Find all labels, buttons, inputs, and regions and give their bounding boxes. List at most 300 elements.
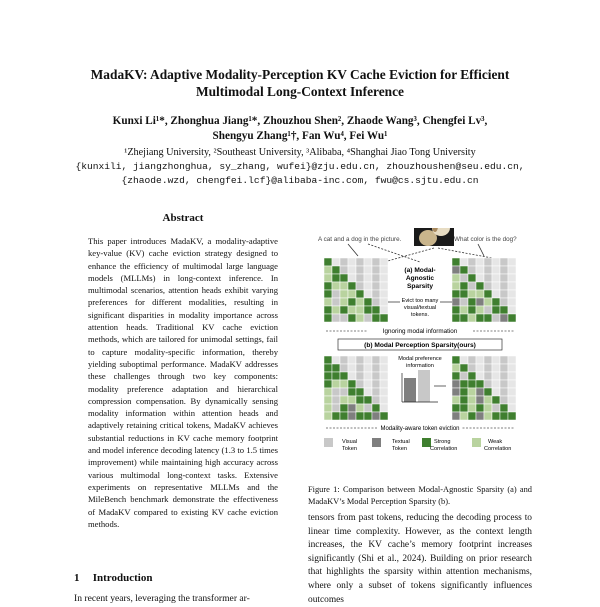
matrix-cell — [492, 364, 500, 372]
matrix-cell — [372, 388, 380, 396]
matrix-cell — [372, 282, 380, 290]
matrix-cell — [508, 258, 516, 266]
matrix-cell — [468, 396, 476, 404]
matrix-cell — [356, 306, 364, 314]
matrix-cell — [356, 380, 364, 388]
matrix-cell — [484, 274, 492, 282]
matrix-cell — [484, 306, 492, 314]
legend-strong-2: Correlation — [430, 446, 458, 452]
matrix-cell — [500, 372, 508, 380]
matrix-cell — [476, 396, 484, 404]
matrix-cell — [380, 274, 388, 282]
matrix-cell — [484, 380, 492, 388]
matrix-cell — [500, 380, 508, 388]
matrix-cell — [348, 306, 356, 314]
matrix-cell — [356, 258, 364, 266]
matrix-cell — [372, 306, 380, 314]
matrix-cell — [324, 290, 332, 298]
panel-a-label-3: Sparsity — [406, 283, 434, 290]
matrix-cell — [460, 356, 468, 364]
matrix-cell — [332, 356, 340, 364]
matrix-cell — [468, 258, 476, 266]
matrix-cell — [340, 266, 348, 274]
matrix-cell — [356, 290, 364, 298]
matrix-cell — [380, 404, 388, 412]
matrix-cell — [468, 372, 476, 380]
affiliations: ¹Zhejiang University, ²Southeast University, ³Alibaba, ⁴Shanghai Jiao Tong University — [124, 147, 476, 158]
introduction-text: In recent years, leveraging the transformer ar- — [74, 593, 250, 604]
matrix-cell — [380, 282, 388, 290]
matrix-cell — [364, 372, 372, 380]
matrix-cell — [452, 290, 460, 298]
matrix-cell — [508, 314, 516, 322]
matrix-cell — [452, 364, 460, 372]
matrix-cell — [500, 290, 508, 298]
matrix-cell — [324, 396, 332, 404]
matrix-cell — [340, 258, 348, 266]
matrix-cell — [508, 364, 516, 372]
matrix-cell — [476, 356, 484, 364]
matrix-cell — [340, 396, 348, 404]
matrix-cell — [484, 412, 492, 420]
matrix-cell — [348, 396, 356, 404]
matrix-cell — [468, 314, 476, 322]
affiliations-block — [40, 146, 560, 188]
legend-visual-swatch — [324, 438, 333, 447]
aware-label: Modality-aware token eviction — [380, 426, 460, 432]
matrix-cell — [460, 298, 468, 306]
matrix-cell — [476, 372, 484, 380]
panel-b-label: (b) Modal Perception Sparsity(ours) — [364, 342, 476, 349]
matrix-cell — [460, 314, 468, 322]
legend-weak-swatch — [472, 438, 481, 447]
author-list — [40, 114, 560, 144]
matrix-cell — [492, 314, 500, 322]
matrix-cell — [484, 282, 492, 290]
matrix-cell — [348, 314, 356, 322]
matrix-cell — [468, 282, 476, 290]
matrix-cell — [324, 258, 332, 266]
matrix-cell — [492, 372, 500, 380]
matrix-cell — [340, 404, 348, 412]
matrix-cell — [380, 364, 388, 372]
matrix-cell — [380, 258, 388, 266]
matrix-cell — [492, 396, 500, 404]
matrix-cell — [364, 396, 372, 404]
matrix-cell — [380, 266, 388, 274]
matrix-cell — [364, 364, 372, 372]
matrix-cell — [372, 380, 380, 388]
matrix-cell — [348, 258, 356, 266]
matrix-cell — [324, 282, 332, 290]
matrix-cell — [484, 364, 492, 372]
authors-line-1: Kunxi Li¹*, Zhonghua Jiang¹*, Zhouzhou Shen², Zhaode Wang³, Chengfei Lv³, — [112, 115, 488, 127]
figure-caption: Figure 1: Comparison between Modal-Agnostic Sparsity (a) and MadaKV’s Modal Perception Sparsity (b). — [308, 485, 532, 506]
matrix-cell — [372, 356, 380, 364]
matrix-cell — [372, 290, 380, 298]
matrix-cell — [332, 306, 340, 314]
matrix-cell — [484, 314, 492, 322]
matrix-cell — [356, 282, 364, 290]
matrix-cell — [348, 412, 356, 420]
matrix-cell — [356, 364, 364, 372]
matrix-cell — [460, 380, 468, 388]
matrix-cell — [372, 396, 380, 404]
evict-label-3: tokens. — [410, 312, 430, 318]
matrix-cell — [340, 282, 348, 290]
matrix-cell — [324, 404, 332, 412]
matrix-cell — [348, 274, 356, 282]
matrix-cell — [452, 298, 460, 306]
matrix-cell — [508, 380, 516, 388]
evict-label-1: Evict too many — [401, 298, 439, 304]
matrix-cell — [372, 412, 380, 420]
panel-a-label-2: Agnostic — [405, 275, 435, 282]
cat-dog-image — [414, 228, 454, 246]
matrix-cell — [380, 314, 388, 322]
matrix-cell — [332, 396, 340, 404]
matrix-cell — [500, 274, 508, 282]
matrix-cell — [492, 290, 500, 298]
matrix-cell — [372, 314, 380, 322]
matrix-cell — [484, 266, 492, 274]
authors-line-2: Shengyu Zhang¹†, Fan Wu⁴, Fei Wu¹ — [212, 130, 388, 142]
matrix-cell — [348, 372, 356, 380]
matrix-cell — [460, 404, 468, 412]
query-right: What color is the dog? — [454, 236, 517, 243]
matrix-cell — [476, 364, 484, 372]
matrix-cell — [492, 404, 500, 412]
matrix-cell — [364, 298, 372, 306]
matrix-cell — [324, 298, 332, 306]
matrix-cell — [484, 290, 492, 298]
matrix-cell — [484, 356, 492, 364]
attention-matrix-b-left — [324, 356, 388, 420]
matrix-cell — [484, 388, 492, 396]
matrix-cell — [476, 314, 484, 322]
matrix-cell — [348, 282, 356, 290]
matrix-cell — [492, 258, 500, 266]
matrix-cell — [460, 282, 468, 290]
matrix-cell — [452, 396, 460, 404]
attention-matrix-a-left — [324, 258, 388, 322]
matrix-cell — [508, 306, 516, 314]
matrix-cell — [356, 396, 364, 404]
matrix-cell — [452, 266, 460, 274]
matrix-cell — [348, 388, 356, 396]
matrix-cell — [348, 364, 356, 372]
matrix-cell — [500, 388, 508, 396]
legend-textual-swatch — [372, 438, 381, 447]
matrix-cell — [364, 258, 372, 266]
matrix-cell — [460, 274, 468, 282]
matrix-cell — [500, 396, 508, 404]
matrix-cell — [348, 356, 356, 364]
matrix-cell — [452, 412, 460, 420]
matrix-cell — [340, 380, 348, 388]
evict-label-2: visual/textual — [403, 305, 437, 311]
legend-strong-1: Strong — [434, 439, 451, 445]
figure-1 — [308, 228, 532, 478]
matrix-cell — [508, 372, 516, 380]
matrix-cell — [348, 290, 356, 298]
matrix-cell — [476, 388, 484, 396]
matrix-cell — [332, 372, 340, 380]
matrix-cell — [492, 356, 500, 364]
matrix-cell — [332, 274, 340, 282]
matrix-cell — [468, 356, 476, 364]
matrix-cell — [324, 388, 332, 396]
modal-pref-label-1: Modal preference — [398, 356, 442, 362]
right-column-text: tensors from past tokens, reducing the decoding process to linear time complexity. However, as the context length increases, the KV cache’s memory footprint increases significantly (Shi et al., 2024). Building on prior research that highlights the sparsity within attention mechanisms, where only a subset of tokens significantly influences outcomes — [308, 513, 532, 605]
legend-visual-1: Visual — [342, 439, 358, 445]
legend-textual-1: Textual — [392, 439, 410, 445]
matrix-cell — [340, 274, 348, 282]
matrix-cell — [340, 372, 348, 380]
matrix-cell — [372, 266, 380, 274]
matrix-cell — [500, 356, 508, 364]
matrix-cell — [340, 298, 348, 306]
matrix-cell — [460, 396, 468, 404]
matrix-cell — [500, 404, 508, 412]
matrix-cell — [364, 314, 372, 322]
matrix-cell — [332, 266, 340, 274]
panel-a-label-1: (a) Modal- — [404, 267, 436, 274]
matrix-cell — [476, 380, 484, 388]
matrix-cell — [484, 404, 492, 412]
matrix-cell — [380, 380, 388, 388]
matrix-cell — [500, 364, 508, 372]
abstract-text: This paper introduces MadaKV, a modality-adaptive key-value (KV) cache eviction strategy designed to enhance the efficiency of multimodal large language models (MLLMs) in long-context inference. In multimodal scenarios, attention heads exhibit varying preferences for different modalities, resulting in significant disparities in modality importance across attention heads. Traditional KV cache eviction methods, which are tailored for unimodal settings, fail to capture modality-specific information, thereby yielding suboptimal performance. MadaKV addresses these challenges through two key components: modality preference adaptation and hierarchical compression compensation. By dynamically sensing modality information within attention heads and adaptively retaining critical tokens, MadaKV achieves substantial reductions in KV cache memory footprint and model inference decoding latency (1.3 to 1.5 times improvement) while maintaining high accuracy across various multimodal long-context tasks. Extensive experiments on representative MLLMs and the MileBench benchmark demonstrate the effectiveness of MadaKV compared to existing KV cache eviction methods. — [88, 236, 278, 529]
matrix-cell — [508, 404, 516, 412]
matrix-cell — [324, 266, 332, 274]
matrix-cell — [468, 298, 476, 306]
matrix-cell — [356, 356, 364, 364]
matrix-cell — [364, 356, 372, 364]
matrix-cell — [372, 298, 380, 306]
matrix-cell — [468, 364, 476, 372]
matrix-cell — [364, 388, 372, 396]
matrix-cell — [356, 274, 364, 282]
matrix-cell — [340, 388, 348, 396]
legend-weak-2: Correlation — [484, 446, 512, 452]
query-left: A cat and a dog in the picture. — [318, 236, 402, 243]
matrix-cell — [492, 306, 500, 314]
matrix-cell — [500, 314, 508, 322]
legend-visual-2: Token — [342, 446, 357, 452]
matrix-cell — [492, 388, 500, 396]
matrix-cell — [460, 258, 468, 266]
matrix-cell — [372, 274, 380, 282]
matrix-cell — [508, 266, 516, 274]
matrix-cell — [508, 298, 516, 306]
matrix-cell — [332, 404, 340, 412]
matrix-cell — [452, 314, 460, 322]
matrix-cell — [460, 290, 468, 298]
matrix-cell — [372, 372, 380, 380]
matrix-cell — [332, 314, 340, 322]
matrix-cell — [356, 266, 364, 274]
emails-line-2: {zhaode.wzd, chengfei.lcf}@alibaba-inc.com, fwu@cs.sjtu.edu.cn — [121, 175, 479, 186]
matrix-cell — [364, 274, 372, 282]
matrix-cell — [468, 290, 476, 298]
matrix-cell — [356, 412, 364, 420]
modal-pref-label-2: information — [406, 363, 434, 369]
matrix-cell — [508, 412, 516, 420]
matrix-cell — [452, 282, 460, 290]
matrix-cell — [508, 282, 516, 290]
matrix-cell — [332, 412, 340, 420]
matrix-cell — [452, 380, 460, 388]
matrix-cell — [356, 314, 364, 322]
matrix-cell — [348, 404, 356, 412]
matrix-cell — [492, 282, 500, 290]
matrix-cell — [460, 306, 468, 314]
matrix-cell — [340, 364, 348, 372]
matrix-cell — [508, 274, 516, 282]
matrix-cell — [332, 364, 340, 372]
ignoring-label: Ignoring modal information — [382, 328, 458, 335]
paper-title — [40, 66, 560, 100]
matrix-cell — [340, 412, 348, 420]
section-heading-introduction — [74, 572, 152, 584]
matrix-cell — [380, 372, 388, 380]
matrix-cell — [324, 412, 332, 420]
matrix-cell — [484, 298, 492, 306]
matrix-cell — [380, 388, 388, 396]
matrix-cell — [452, 372, 460, 380]
matrix-cell — [348, 380, 356, 388]
matrix-cell — [468, 266, 476, 274]
matrix-cell — [468, 274, 476, 282]
matrix-cell — [364, 412, 372, 420]
matrix-cell — [332, 258, 340, 266]
section-number: 1 — [74, 572, 80, 584]
matrix-cell — [476, 298, 484, 306]
matrix-cell — [364, 282, 372, 290]
matrix-cell — [452, 388, 460, 396]
matrix-cell — [468, 306, 476, 314]
matrix-cell — [508, 290, 516, 298]
matrix-cell — [356, 404, 364, 412]
matrix-cell — [372, 258, 380, 266]
matrix-cell — [356, 372, 364, 380]
figure-legend — [324, 438, 511, 452]
matrix-cell — [340, 356, 348, 364]
matrix-cell — [460, 364, 468, 372]
matrix-cell — [380, 306, 388, 314]
matrix-cell — [324, 356, 332, 364]
emails-line-1: {kunxili, jiangzhonghua, sy_zhang, wufei}@zju.edu.cn, zhouzhoushen@seu.edu.cn, — [75, 161, 525, 172]
matrix-cell — [476, 290, 484, 298]
matrix-cell — [340, 306, 348, 314]
matrix-cell — [324, 364, 332, 372]
matrix-cell — [492, 298, 500, 306]
matrix-cell — [476, 258, 484, 266]
matrix-cell — [332, 388, 340, 396]
matrix-cell — [492, 266, 500, 274]
matrix-cell — [364, 404, 372, 412]
abstract-heading: Abstract — [162, 212, 204, 224]
matrix-cell — [332, 298, 340, 306]
matrix-cell — [500, 298, 508, 306]
title-line-1: MadaKV: Adaptive Modality-Perception KV Cache Eviction for Efficient — [90, 67, 510, 82]
modal-preference-bars — [402, 370, 446, 402]
matrix-cell — [380, 356, 388, 364]
matrix-cell — [452, 356, 460, 364]
matrix-cell — [332, 282, 340, 290]
legend-textual-2: Token — [392, 446, 407, 452]
matrix-cell — [324, 380, 332, 388]
matrix-cell — [380, 396, 388, 404]
matrix-cell — [492, 274, 500, 282]
matrix-cell — [348, 266, 356, 274]
matrix-cell — [364, 290, 372, 298]
matrix-cell — [468, 380, 476, 388]
matrix-cell — [468, 404, 476, 412]
matrix-cell — [340, 290, 348, 298]
matrix-cell — [484, 258, 492, 266]
matrix-cell — [500, 266, 508, 274]
attention-matrix-b-right — [452, 356, 516, 420]
matrix-cell — [380, 298, 388, 306]
matrix-cell — [452, 274, 460, 282]
matrix-cell — [332, 380, 340, 388]
matrix-cell — [508, 388, 516, 396]
matrix-cell — [356, 298, 364, 306]
matrix-cell — [364, 306, 372, 314]
matrix-cell — [468, 388, 476, 396]
matrix-cell — [492, 380, 500, 388]
matrix-cell — [460, 266, 468, 274]
matrix-cell — [452, 404, 460, 412]
matrix-cell — [500, 282, 508, 290]
matrix-cell — [460, 412, 468, 420]
matrix-cell — [500, 306, 508, 314]
attention-matrix-a-right — [452, 258, 516, 322]
matrix-cell — [508, 356, 516, 364]
matrix-cell — [476, 266, 484, 274]
matrix-cell — [476, 282, 484, 290]
matrix-cell — [324, 274, 332, 282]
matrix-cell — [476, 412, 484, 420]
matrix-cell — [508, 396, 516, 404]
matrix-cell — [492, 412, 500, 420]
matrix-cell — [364, 266, 372, 274]
matrix-cell — [364, 380, 372, 388]
matrix-cell — [476, 306, 484, 314]
matrix-cell — [460, 388, 468, 396]
title-line-2: Multimodal Long-Context Inference — [195, 84, 405, 99]
matrix-cell — [380, 412, 388, 420]
legend-weak-1: Weak — [488, 439, 503, 445]
matrix-cell — [332, 290, 340, 298]
matrix-cell — [468, 412, 476, 420]
matrix-cell — [500, 412, 508, 420]
matrix-cell — [380, 290, 388, 298]
matrix-cell — [484, 372, 492, 380]
matrix-cell — [500, 258, 508, 266]
matrix-cell — [452, 258, 460, 266]
matrix-cell — [476, 274, 484, 282]
matrix-cell — [356, 388, 364, 396]
matrix-cell — [372, 364, 380, 372]
matrix-cell — [324, 306, 332, 314]
matrix-cell — [340, 314, 348, 322]
matrix-cell — [452, 306, 460, 314]
section-title: Introduction — [92, 572, 153, 584]
matrix-cell — [348, 298, 356, 306]
